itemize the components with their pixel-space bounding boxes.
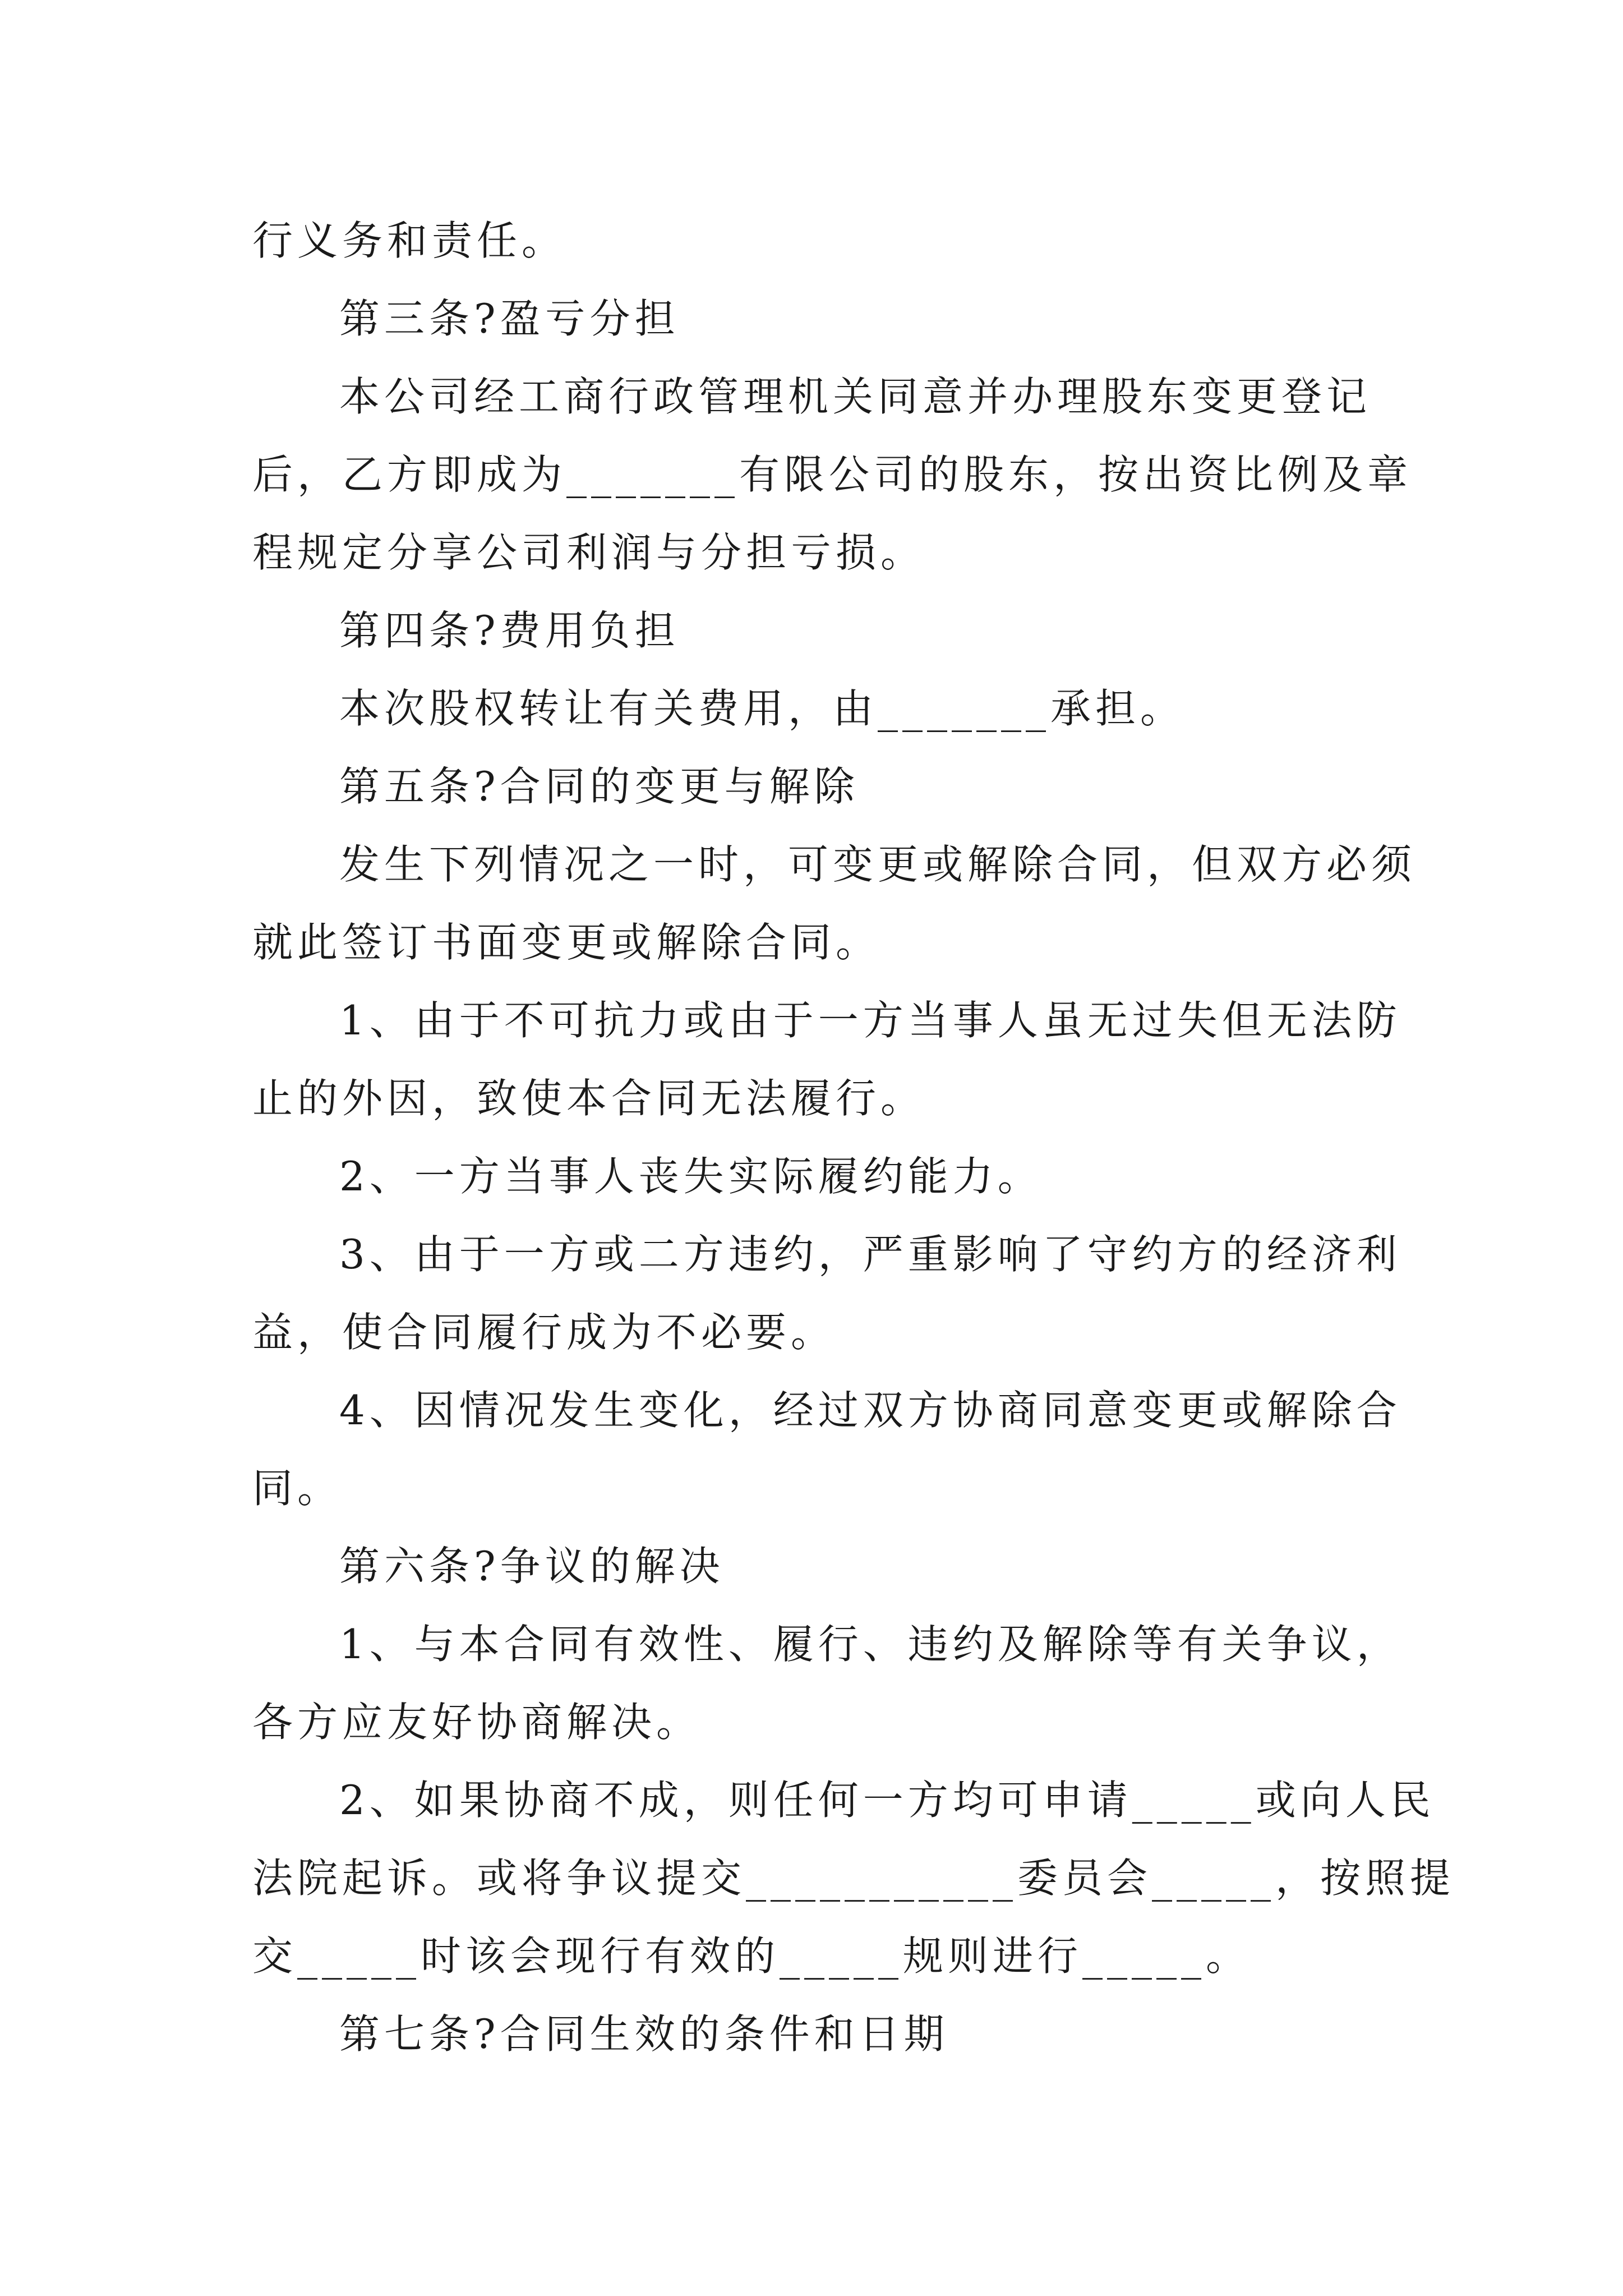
- text-line: 3、由于一方或二方违约，严重影响了守约方的经济利: [339, 1231, 1401, 1278]
- text-line: 2、如果协商不成，则任何一方均可申请_____或向人民: [339, 1777, 1435, 1824]
- text-line: 行义务和责任。: [252, 217, 567, 264]
- text-line: 同。: [252, 1465, 343, 1512]
- text-line: 第三条?盈亏分担: [339, 295, 680, 342]
- text-line: 交_____时该会现行有效的_____规则进行_____。: [252, 1932, 1251, 1980]
- text-line: 1、由于不可抗力或由于一方当事人虽无过失但无法防: [339, 997, 1401, 1044]
- text-line: 1、与本合同有效性、履行、违约及解除等有关争议，: [339, 1621, 1401, 1668]
- text-line: 4、因情况发生变化，经过双方协商同意变更或解除合: [339, 1387, 1401, 1434]
- text-line: 第六条?争议的解决: [339, 1543, 725, 1590]
- text-line: 益，使合同履行成为不必要。: [252, 1309, 836, 1356]
- text-line: 本公司经工商行政管理机关同意并办理股东变更登记: [339, 373, 1372, 420]
- text-line: 本次股权转让有关费用，由_______承担。: [339, 685, 1186, 732]
- document-body: [252, 202, 1455, 2073]
- text-line: 第五条?合同的变更与解除: [339, 763, 859, 810]
- text-line: 2、一方当事人丧失实际履约能力。: [339, 1153, 1043, 1200]
- text-line: 发生下列情况之一时，可变更或解除合同，但双方必须: [339, 841, 1417, 888]
- text-line: 第七条?合同生效的条件和日期: [339, 2010, 949, 2058]
- text-line: 后，乙方即成为_______有限公司的股东，按出资比例及章: [252, 451, 1413, 498]
- text-line: 就此签订书面变更或解除合同。: [252, 919, 881, 966]
- text-line: 各方应友好协商解决。: [252, 1699, 702, 1746]
- text-line: 程规定分享公司利润与分担亏损。: [252, 529, 926, 576]
- text-line: 法院起诉。或将争议提交___________委员会_____，按照提: [252, 1855, 1455, 1902]
- text-line: 第四条?费用负担: [339, 607, 680, 654]
- text-line: 止的外因，致使本合同无法履行。: [252, 1075, 926, 1122]
